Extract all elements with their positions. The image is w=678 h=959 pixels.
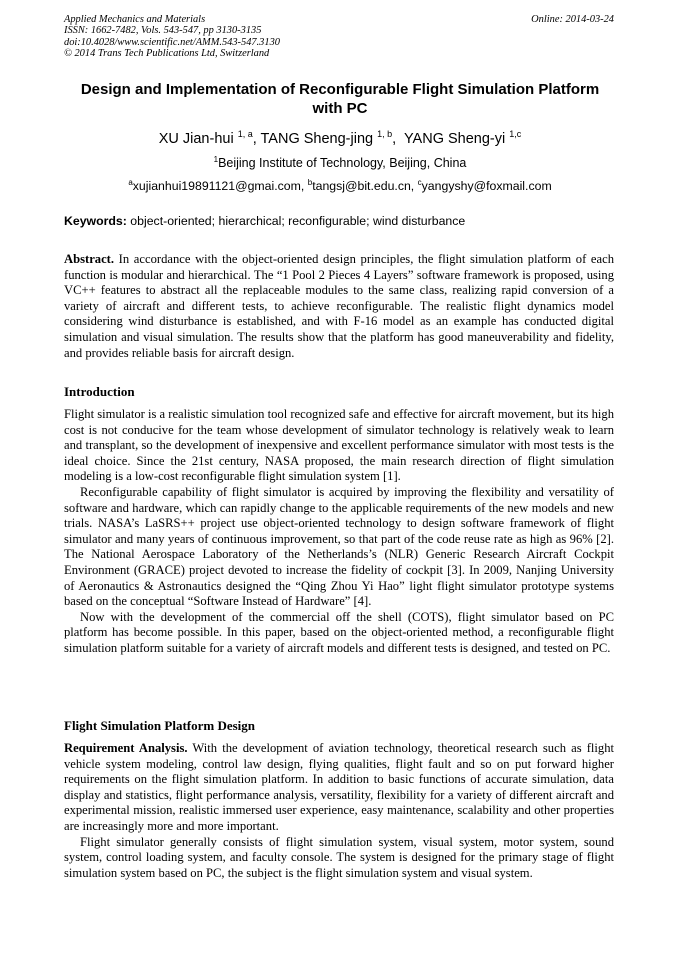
abstract bbox=[64, 252, 614, 361]
affiliation-text: Beijing Institute of Technology, Beijing, China bbox=[218, 156, 467, 170]
issn-line: ISSN: 1662-7482, Vols. 543-547, pp 3130-3135 bbox=[64, 25, 262, 37]
email-a: xujianhui19891121@gmai.com, bbox=[132, 179, 305, 193]
design-heading: Flight Simulation Platform Design bbox=[64, 718, 256, 733]
author-1-name: XU Jian-hui bbox=[158, 131, 234, 147]
author-list: XU Jian-hui $^{1, a}$, TANG Sheng-jing $^{1, b}$, YANG Sheng-yi $^{1,c}$ bbox=[158, 129, 522, 147]
email-c-sup: c bbox=[417, 178, 422, 187]
intro-paragraph-2: Reconfigurable capability of flight simulator is acquired by improving the flexibility and versatility of software and hardware, which can rapidly change to the applicable requirements of the new models and new trials. NASA’s LaSRS++ project use object-oriented technology to design software framework of flight simulator and many years of continuous improvement, so that part of the code reuse rate as high as 96% [2]. The National Aerospace Laboratory of the Netherlands’s (NLR) Generic Research Aircraft Cockpit Environment (GRACE) project devoted to increase the fidelity of cockpit [3]. In 2009, Nanjing University of Aeronautics & Astronautics designed the “Qing Zhou Yi Hao” light flight simulator prototype systems based on the conceptual “Software Instead of Hardware” [4]. bbox=[64, 484, 614, 609]
email-b-sup: b bbox=[307, 178, 313, 187]
email-b: tangsj@bit.edu.cn, bbox=[312, 179, 415, 193]
abstract-text: In accordance with the object-oriented design principles, the flight simulation platform of each function is modular and hierarchical. The “1 Pool 2 Pieces 4 Layers” software framework is proposed, using VC++ features to abstract all the replaceable modules to the same class, realizing rapid conversion of a variety of aircraft and different tests, to achieve reconfigurable. The realistic flight dynamics model considering wind disturbance is established, and with F-16 model as an example has conducted digital simulation and visual simulation. The results show that the platform has good maneuverability and fidelity, and provides reliable basis for aircraft design. bbox=[64, 252, 614, 360]
keywords-text: object-oriented; hierarchical; reconfigurable; wind disturbance bbox=[130, 214, 466, 228]
design-paragraph-1: With the development of aviation technology, theoretical research such as flight vehicle system modeling, control law design, flying qualities, flight fault and so on put forward higher requirements on the flight simulation platform. In addition to basic functions of accurate simulation, data display and statistics, flight performance analysis, versatility, flexibility for a variety of different aircraft and experimental mission, realistic immersed user experience, easy maintenance, scalability and other properties are increasingly more and more important. bbox=[64, 741, 615, 833]
paper-title bbox=[40, 80, 640, 118]
design-paragraph-2: Flight simulator generally consists of flight simulation system, visual system, motor system, sound system, control loading system, and faculty console. The system is designed for the primary stage of flight simulation system based on PC, the subject is the flight simulation system and visual system. bbox=[64, 834, 614, 880]
author-emails bbox=[40, 179, 640, 194]
author-3-sup: 1,c bbox=[509, 129, 522, 139]
title-line-2: with PC bbox=[312, 100, 368, 117]
title-line-1: Design and Implementation of Reconfigurable Flight Simulation Platform bbox=[80, 81, 600, 98]
author-3-name: YANG Sheng-yi bbox=[403, 131, 506, 147]
author-2-sup: 1, b bbox=[377, 129, 393, 139]
copyright-line: © 2014 Trans Tech Publications Ltd, Switzerland bbox=[64, 48, 270, 60]
author-1-sup: 1, a bbox=[237, 129, 253, 139]
keywords bbox=[64, 214, 624, 229]
affiliation-sup: 1 bbox=[213, 155, 219, 164]
keywords-label: Keywords: bbox=[64, 214, 127, 228]
intro-paragraph-3: Now with the development of the commercial off the shell (COTS), flight simulator based on PC platform has become possible. In this paper, based on the object-oriented method, a reconfigurable flight simulation platform suitable for a variety of aircraft models and different tests is designed, and tested on PC. bbox=[64, 609, 614, 655]
journal-name: Applied Mechanics and Materials bbox=[64, 14, 206, 25]
introduction-heading: Introduction bbox=[64, 384, 135, 399]
author-2-name: TANG Sheng-jing bbox=[260, 131, 374, 147]
email-c: yangyshy@foxmail.com bbox=[421, 179, 552, 193]
email-a-sup: a bbox=[128, 178, 133, 187]
doi-line: doi:10.4028/www.scientific.net/AMM.543-547.3130 bbox=[64, 36, 280, 48]
affiliation bbox=[40, 156, 640, 171]
design-body bbox=[64, 741, 614, 881]
journal-header bbox=[64, 14, 614, 60]
intro-paragraph-1: Flight simulator is a realistic simulation tool recognized safe and effective for aircraft movement, but its high cost is not conducive for the team whose development of simulator technology is relatively weak to learn and transplant, so the development of inexpensive and excellent performance simulator with most tests is the ideal choice. Since the 21st century, NASA proposed, the main research direction of flight simulation modeling is a low-cost reconfigurable flight simulation system [1]. bbox=[64, 407, 614, 484]
abstract-label: Abstract. bbox=[64, 252, 115, 266]
introduction-body bbox=[64, 407, 614, 657]
online-date: Online: 2014-03-24 bbox=[531, 14, 614, 25]
requirement-analysis-label: Requirement Analysis. bbox=[64, 741, 188, 755]
